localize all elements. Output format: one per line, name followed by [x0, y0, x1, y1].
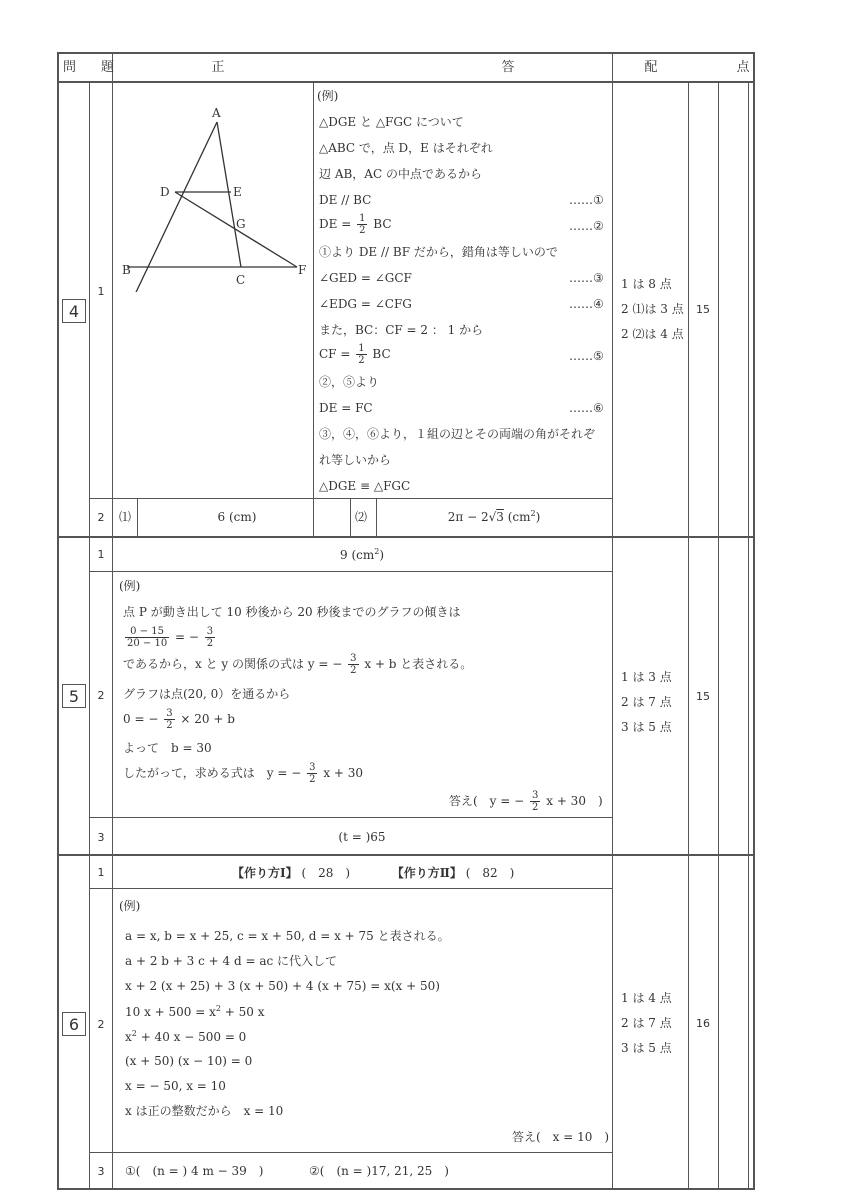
sub-number: 3 — [97, 1165, 105, 1178]
rule — [688, 82, 689, 1190]
proof-line-fraction — [319, 343, 391, 366]
example-line: x = − 50, x = 10 — [125, 1079, 226, 1093]
fraction — [357, 213, 367, 236]
points-line: 1 は 4 点 — [621, 991, 672, 1005]
example-text: + 50 x — [220, 1005, 265, 1019]
header-hai: 配 — [644, 60, 658, 75]
example-line: a + 2 b + 3 c + 4 d = ac に代入して — [125, 954, 338, 968]
example-line — [125, 1005, 265, 1018]
proof-text: DE = — [319, 217, 352, 231]
rule — [89, 1152, 612, 1153]
example-line-fraction — [123, 626, 217, 649]
numerator: 3 — [206, 626, 214, 637]
fraction — [125, 626, 169, 649]
denominator: 2 — [359, 225, 366, 236]
example-text: 0 = − — [123, 712, 159, 726]
example-text: x + 30 ) — [546, 794, 603, 808]
proof-line: ②，⑤より — [319, 375, 380, 389]
part-label: ⑵ — [355, 510, 368, 524]
example-line: (x + 50) (x − 10) = 0 — [125, 1054, 253, 1068]
rule — [89, 888, 612, 889]
denominator: 2 — [166, 720, 173, 731]
point-label-a: A — [212, 106, 221, 120]
rule — [112, 52, 113, 1190]
points-line: 2 は 7 点 — [621, 1016, 672, 1030]
header-tou: 答 — [501, 60, 515, 75]
example-text: x + 30 — [323, 766, 364, 780]
answer-text: 2π − 2 — [447, 510, 489, 524]
example-line-fraction — [123, 762, 363, 785]
denominator: 2 — [309, 774, 316, 785]
rule — [612, 52, 613, 1190]
denominator: 2 — [358, 355, 365, 366]
proof-line: ∠GED = ∠GCF — [319, 271, 412, 285]
proof-line: DE = FC — [319, 401, 373, 415]
example-line-fraction — [123, 653, 472, 676]
points-line: 1 は 3 点 — [621, 670, 672, 684]
proof-line: DE // BC — [319, 193, 372, 207]
proof-mark: ……⑥ — [569, 401, 604, 415]
denominator: 2 — [350, 665, 357, 676]
question-number-4: 4 — [62, 299, 86, 323]
example-text: したがって，求める式は y = − — [123, 766, 302, 780]
example-line: a = x, b = x + 25, c = x + 50, d = x + 75 と表される。 — [125, 929, 450, 943]
example-line-fraction — [123, 708, 235, 731]
superscript: 2 — [374, 547, 380, 556]
proof-line: ∠EDG = ∠CFG — [319, 297, 412, 311]
fraction — [164, 708, 174, 731]
proof-line: △DGE ≡ △FGC — [319, 479, 411, 493]
example-line: グラフは点(20, 0）を通るから — [123, 687, 291, 701]
total-points: 15 — [696, 690, 710, 703]
answer-6-3-2: ②( (n = )17, 21, 25 ) — [309, 1164, 449, 1178]
denominator: 20 − 10 — [127, 638, 168, 649]
example-text: x + b と表される。 — [364, 657, 473, 671]
example-answer — [449, 790, 603, 813]
example-text: x — [125, 1030, 132, 1044]
fraction — [205, 626, 215, 649]
example-text: であるから，x と y の関係の式は y = − — [123, 657, 343, 671]
proof-line: れ等しいから — [319, 453, 392, 467]
answer-5-3: (t = )65 — [338, 830, 386, 844]
answer-text: 9 (cm — [339, 548, 375, 562]
question-number-5: 5 — [62, 684, 86, 708]
header-mondai: 問 題 — [63, 60, 121, 75]
rule — [89, 82, 90, 1190]
answer-sheet — [57, 52, 755, 1190]
superscript: 2 — [215, 1004, 221, 1013]
numerator: 3 — [532, 790, 539, 801]
sub-number: 1 — [97, 548, 105, 561]
example-text: 10 x + 500 = x — [125, 1005, 216, 1019]
answer-6-1 — [232, 867, 514, 879]
header-ten: 点 — [736, 60, 750, 75]
triangle-figure — [117, 92, 317, 292]
points-line: 2 ⑵は 4 点 — [621, 327, 684, 341]
proof-line: また，BC：CF = 2 ： 1 から — [319, 323, 484, 337]
example-text: 答え( y = − — [449, 794, 525, 808]
rule — [57, 81, 755, 83]
fraction — [356, 343, 366, 366]
numerator: 1 — [358, 343, 365, 354]
points-line: 1 は 8 点 — [621, 277, 672, 291]
method-label: 【作り方Ⅱ】 — [391, 866, 462, 880]
rule — [718, 82, 719, 1190]
proof-line-fraction — [319, 213, 392, 236]
numerator: 3 — [350, 653, 357, 664]
answer-6-3-1: ①( (n = ) 4 m − 39 ) — [125, 1164, 264, 1178]
proof-line: ①より DE // BF だから，錯角は等しいので — [319, 245, 558, 259]
example-line: 点 P が動き出して 10 秒後から 20 秒後までのグラフの傾きは — [123, 605, 461, 619]
proof-text: BC — [372, 347, 391, 361]
proof-line: ③，④，⑥より，１組の辺とその両端の角がそれぞ — [319, 427, 596, 441]
sub-number: 1 — [97, 866, 105, 879]
numerator: 1 — [359, 213, 366, 224]
point-label-f: F — [298, 263, 307, 277]
example-rei: (例) — [119, 899, 141, 913]
proof-mark: ……① — [569, 193, 604, 207]
example-line: よって b = 30 — [123, 741, 212, 755]
example-answer: 答え( x = 10 ) — [512, 1130, 610, 1144]
proof-line: △DGE と △FGC について — [319, 115, 464, 129]
rule — [350, 498, 351, 536]
root-sign: √ — [488, 510, 497, 524]
method-value: ( 82 ) — [465, 866, 515, 880]
proof-mark: ……② — [569, 219, 604, 233]
answer-5-1 — [340, 548, 384, 561]
rule — [57, 536, 755, 538]
point-label-b: B — [122, 263, 131, 277]
numerator: 3 — [309, 762, 316, 773]
example-text: = − — [175, 630, 199, 644]
sub-number: 1 — [97, 285, 105, 298]
proof-text: BC — [373, 217, 392, 231]
proof-line: 辺 AB，AC の中点であるから — [319, 167, 482, 181]
proof-line: △ABC で，点 D，E はそれぞれ — [319, 141, 493, 155]
answer-4-2-1: 6 (cm) — [217, 510, 257, 524]
sub-number: 2 — [97, 1018, 105, 1031]
method-label: 【作り方Ⅰ】 — [232, 866, 298, 880]
rule — [137, 498, 138, 536]
question-number-6: 6 — [62, 1012, 86, 1036]
proof-text: CF = — [319, 347, 351, 361]
answer-text: (cm — [503, 510, 531, 524]
fraction — [348, 653, 358, 676]
point-label-c: C — [236, 273, 246, 287]
total-points: 16 — [696, 1017, 710, 1030]
superscript: 2 — [131, 1029, 137, 1038]
answer-text: ) — [379, 548, 385, 562]
fraction — [307, 762, 317, 785]
numerator: 3 — [166, 708, 173, 719]
method-value: ( 28 ) — [301, 866, 351, 880]
points-line: 2 は 7 点 — [621, 695, 672, 709]
points-line: 3 は 5 点 — [621, 1041, 672, 1055]
proof-mark: ……⑤ — [569, 349, 604, 363]
numerator: 0 − 15 — [125, 626, 169, 638]
example-rei: (例) — [119, 579, 141, 593]
part-label: ⑴ — [119, 510, 132, 524]
denominator: 2 — [206, 638, 214, 649]
point-label-d: D — [160, 185, 170, 199]
sub-number: 2 — [97, 511, 105, 524]
example-line: x は正の整数だから x = 10 — [125, 1104, 284, 1118]
total-points: 15 — [696, 303, 710, 316]
fraction — [530, 790, 540, 813]
proof-rei: (例) — [317, 89, 339, 103]
points-line: 2 ⑴は 3 点 — [621, 302, 684, 316]
sub-number: 3 — [97, 831, 105, 844]
answer-4-2-2 — [448, 510, 541, 523]
rule — [748, 82, 749, 1190]
sub-number: 2 — [97, 689, 105, 702]
root-value: 3 — [496, 510, 504, 524]
rule — [57, 854, 755, 856]
answer-text: ) — [535, 510, 541, 524]
points-line: 3 は 5 点 — [621, 720, 672, 734]
rule — [376, 498, 377, 536]
point-label-e: E — [233, 185, 242, 199]
header-sei: 正 — [211, 60, 225, 75]
superscript: 2 — [530, 509, 536, 518]
example-text: + 40 x − 500 = 0 — [136, 1030, 247, 1044]
example-line: x + 2 (x + 25) + 3 (x + 50) + 4 (x + 75) = x(x + 50) — [125, 979, 440, 993]
point-label-g: G — [236, 217, 246, 231]
example-text: × 20 + b — [180, 712, 235, 726]
proof-mark: ……④ — [569, 297, 604, 311]
example-line — [125, 1030, 246, 1043]
denominator: 2 — [532, 802, 539, 813]
rule — [89, 571, 612, 572]
proof-mark: ……③ — [569, 271, 604, 285]
rule — [89, 817, 612, 818]
